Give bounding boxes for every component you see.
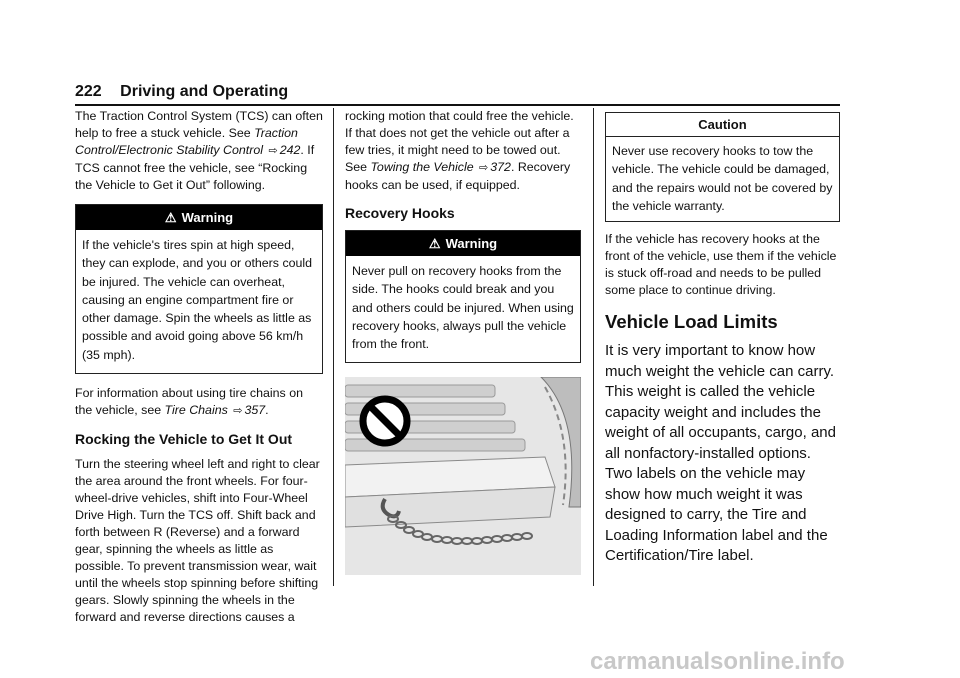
warning-triangle-icon: ⚠ [164,210,177,225]
paragraph-recovery-use: If the vehicle has recovery hooks at the front of the vehicle, use them if the vehicle is stuck off-road and needs to be pulled some place to continue driving. [605,232,837,298]
text: . Recovery hooks can be used, if equipped. [345,160,571,192]
text: . If TCS cannot free the vehicle, see “Rocking the Vehicle to Get it Out” following. [75,143,315,192]
column-divider [333,108,334,586]
prohibition-icon [363,399,407,443]
paragraph-rocking: Turn the steering wheel left and right to clear the area around the front wheels. For four-wheel-drive vehicles, shift into Four-Wheel Drive High. Turn the TCS off. Shift back and forth between R (Reverse) and a forward gear, spinning the wheels as little as possible. To prevent transmission wear, wait until the wheels stop spinning before shifting gears. Slowly spinning the wheels in the forward and reverse directions causes a [75,457,320,625]
text: rocking motion that could free the vehicle. If that does not get the vehicle out after a few tries, it might need to be towed out. See [345,109,574,174]
link-traction-control[interactable]: Traction Control/Electronic Stability Control [75,126,298,157]
warning-header [346,231,580,256]
arrow-reference-icon: ⇨ [233,405,243,418]
paragraph-tire-chains [75,385,323,420]
warning-title: Warning [445,236,498,251]
arrow-reference-icon: ⇨ [479,162,489,174]
column-3 [605,108,840,567]
caution-box [605,112,840,222]
paragraph-rocking-cont [345,108,581,194]
page-ref[interactable]: 242 [279,143,301,157]
header-rule [75,104,840,106]
illustration-svg [345,377,581,575]
section-title: Driving and Operating [120,83,289,100]
heading-recovery-hooks: Recovery Hooks [345,205,455,221]
page-number: 222 [75,83,102,100]
column-divider [593,108,594,586]
column-1 [75,108,323,626]
watermark: carmanualsonline.info [590,648,845,675]
text: . [265,403,269,418]
text: The Traction Control System (TCS) can often help to free a stuck vehicle. See [75,109,323,140]
caution-title: Caution [606,113,839,137]
warning-box [345,230,581,363]
heading-rocking: Rocking the Vehicle to Get It Out [75,431,293,448]
column-2 [345,108,581,575]
heading-load-limits: Vehicle Load Limits [605,311,778,333]
caution-body: Never use recovery hooks to tow the vehicle. The vehicle could be damaged, and the repairs would not be covered by the vehicle warranty. [612,144,833,213]
page-ref[interactable]: 372 [490,160,511,174]
page-header [75,82,840,102]
warning-body: Never pull on recovery hooks from the side. The hooks could break and you and others could be injured. When using recovery hooks, always pull the vehicle from the front. [352,264,574,352]
paragraph-tcs [75,108,323,194]
arrow-reference-icon: ⇨ [268,145,278,157]
warning-title: Warning [181,210,234,225]
recovery-hook-illustration [345,377,581,575]
warning-triangle-icon: ⚠ [428,236,441,251]
link-towing[interactable]: Towing the Vehicle [370,160,474,174]
warning-box [75,204,323,374]
paragraph-load-limits: It is very important to know how much weight the vehicle can carry. This weight is called the vehicle capacity weight and includes the weight of all occupants, cargo, and all nonfactory-installed options. Two labels on the vehicle may show how much weight it was designed to carry, the Tire and Loading Information label and the Certification/Tire label. [605,342,836,565]
page-ref[interactable]: 357 [244,403,266,418]
text: For information about using tire chains on the vehicle, see [75,386,303,418]
warning-header [76,205,322,230]
warning-body: If the vehicle's tires spin at high speed, they can explode, and you or others could be injured. The vehicle can overheat, causing an engine compartment fire or other damage. Spin the wheels as little as possible and avoid going above 56 km/h (35 mph). [82,238,313,362]
link-tire-chains[interactable]: Tire Chains [164,403,228,418]
